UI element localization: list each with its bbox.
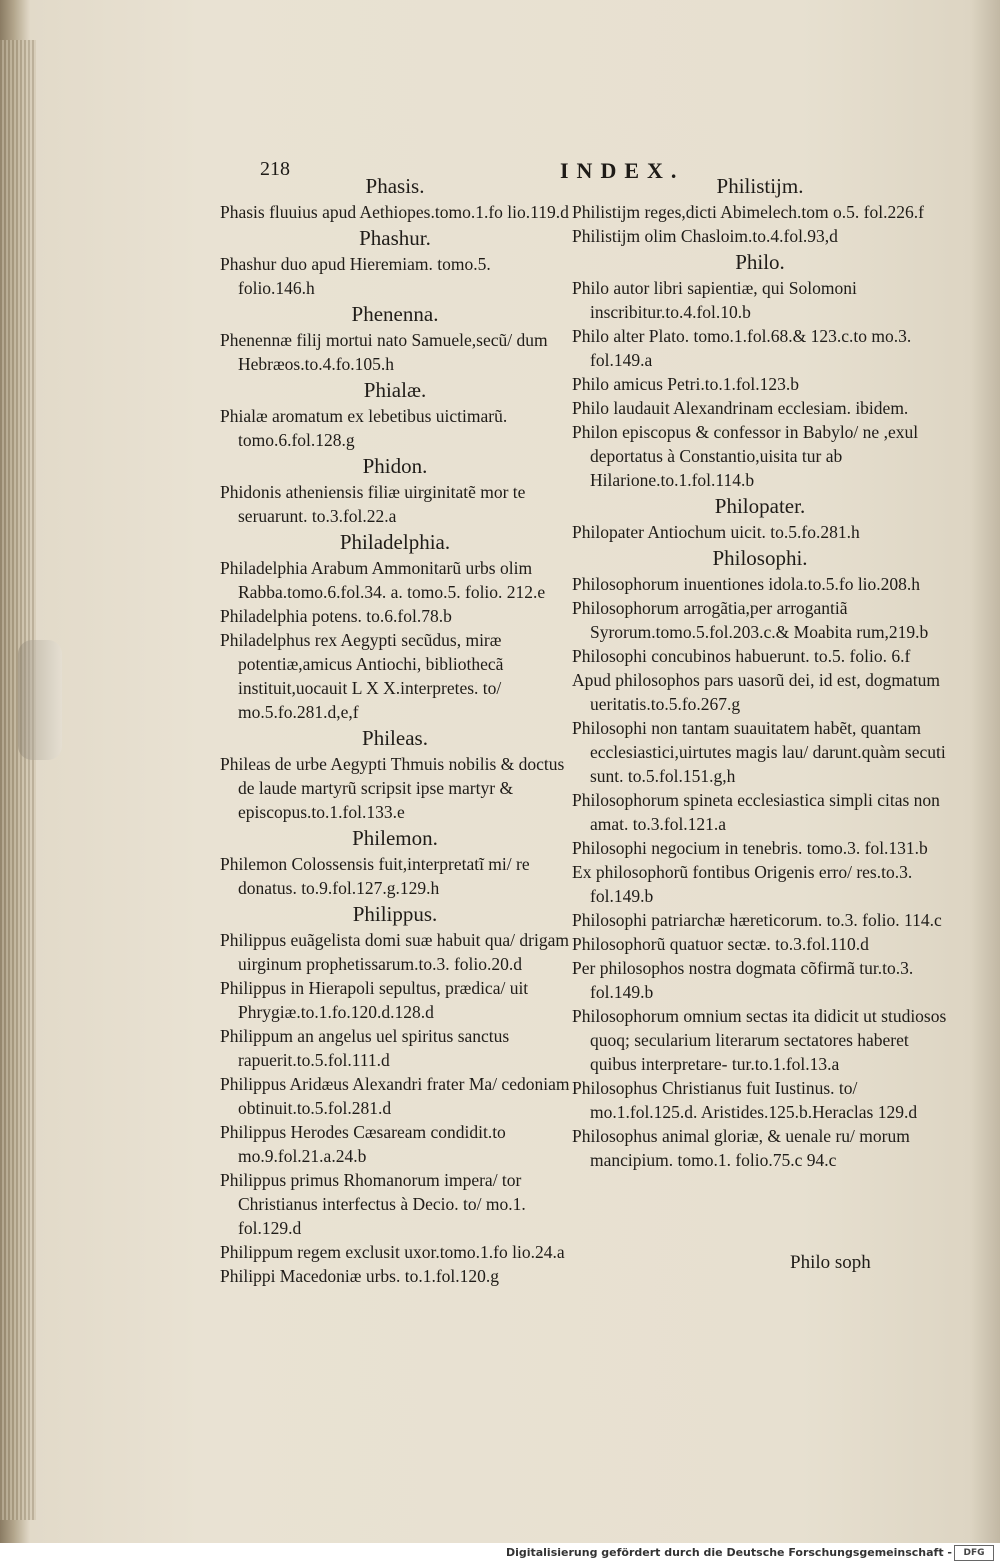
index-entry: Apud philosophos pars uasorũ dei, id est, dogmatum ueritatis.to.5.fo.267.g: [572, 670, 940, 714]
index-entry: Philippus Aridæus Alexandri frater Ma/ cedoniam obtinuit.to.5.fol.281.d: [220, 1074, 570, 1118]
index-entry: Philadelphia potens. to.6.fol.78.b: [220, 606, 452, 626]
index-heading: Phashur.: [359, 226, 431, 250]
index-entry: Philistijm reges,dicti Abimelech.tom o.5. fol.226.f: [572, 202, 924, 222]
index-entry: Phashur duo apud Hieremiam. tomo.5. folio.146.h: [220, 254, 491, 298]
index-entry: Philemon Colossensis fuit,interpretatĩ mi/ re donatus. to.9.fol.127.g.129.h: [220, 854, 530, 898]
index-entry: Philosophorum inuentiones idola.to.5.fo lio.208.h: [572, 574, 921, 594]
index-entry: Philippum an angelus uel spiritus sanctus rapuerit.to.5.fol.111.d: [220, 1026, 510, 1070]
index-entry: Philosophi negocium in tenebris. tomo.3. fol.131.b: [572, 838, 928, 858]
index-entry: Phenennæ filij mortui nato Samuele,secũ/ dum Hebræos.to.4.fo.105.h: [220, 330, 548, 374]
index-heading: Phileas.: [362, 726, 428, 750]
left-column: [220, 172, 570, 1288]
index-entry: Philosophorũ quatuor sectæ. to.3.fol.110.d: [572, 934, 869, 954]
footer-credit: Digitalisierung gefördert durch die Deutsche Forschungsgemeinschaft -: [505, 1546, 952, 1559]
index-entry: Philippus in Hierapoli sepultus, prædica/ uit Phrygiæ.to.1.fo.120.d.128.d: [220, 978, 529, 1022]
index-entry: Philo autor libri sapientiæ, qui Solomoni inscribitur.to.4.fol.10.b: [572, 278, 857, 322]
index-entry: Phidonis atheniensis filiæ uirginitatẽ mor te seruarunt. to.3.fol.22.a: [220, 482, 526, 526]
index-heading: Philopater.: [714, 494, 806, 518]
index-heading: Phialæ.: [363, 378, 427, 402]
index-heading: Philippus.: [352, 902, 438, 926]
running-head: INDEX.: [560, 158, 685, 183]
index-entry: Per philosophos nostra dogmata cõfirmã tur.to.3. fol.149.b: [572, 958, 914, 1002]
index-entry: Philippus Herodes Cæsaream condidit.to mo.9.fol.21.a.24.b: [220, 1122, 506, 1166]
index-entry: Philopater Antiochum uicit. to.5.fo.281.h: [572, 522, 860, 542]
index-heading: Phenenna.: [351, 302, 439, 326]
index-entry: Philo laudauit Alexandrinam ecclesiam. ibidem.: [572, 398, 909, 418]
index-entry: Philon episcopus & confessor in Babylo/ ne ,exul deportatus à Constantio,uisita tur ab Hilarione.to.1.fol.114.b: [572, 422, 919, 490]
index-entry: Philosophorum omnium sectas ita didicit ut studiosos quoq; secularium literarum sectatores haberet quibus interpretare- tur.to.1.fol.13.a: [572, 1006, 947, 1074]
index-heading: Philo.: [735, 250, 785, 274]
folio-number: 218: [260, 158, 290, 180]
index-entry: Philippi Macedoniæ urbs. to.1.fol.120.g: [220, 1266, 500, 1286]
index-entry: Philadelphus rex Aegypti secũdus, miræ potentiæ,amicus Antiochi, bibliothecã instituit,uocauit L X X.interpretes. to/ mo.5.fo.281.d,e,f: [220, 630, 504, 722]
index-heading: Phidon.: [362, 454, 428, 478]
index-entry: Philosophus animal gloriæ, & uenale ru/ morum mancipium. tomo.1. folio.75.c 94.c: [572, 1126, 910, 1170]
index-entry: Philosophi concubinos habuerunt. to.5. folio. 6.f: [572, 646, 911, 666]
index-heading: Philemon.: [352, 826, 438, 850]
index-heading: Philadelphia.: [339, 530, 451, 554]
index-heading: Phasis.: [365, 174, 425, 198]
index-entry: Philosophi patriarchæ hæreticorum. to.3. folio. 114.c: [572, 910, 942, 930]
index-entry: Philadelphia Arabum Ammonitarũ urbs olim Rabba.tomo.6.fol.34. a. tomo.5. folio. 212.e: [220, 558, 546, 602]
index-entry: Ex philosophorũ fontibus Origenis erro/ res.to.3. fol.149.b: [572, 862, 913, 906]
index-entry: Philippus primus Rhomanorum impera/ tor Christianus interfectus à Decio. to/ mo.1. fol.129.d: [220, 1170, 526, 1238]
index-entry: Phileas de urbe Aegypti Thmuis nobilis & doctus de laude martyrũ scripsit ipse martyr & episcopus.to.1.fol.133.e: [220, 754, 565, 822]
index-entry: Philippum regem exclusit uxor.tomo.1.fo lio.24.a: [220, 1242, 565, 1262]
index-entry: Philosophi non tantam suauitatem habẽt, quantam ecclesiastici,uirtutes magis lau/ darunt.quàm secuti sunt. to.5.fol.151.g,h: [572, 718, 946, 786]
index-entry: Philo amicus Petri.to.1.fol.123.b: [572, 374, 800, 394]
index-entry: Phasis fluuius apud Aethiopes.tomo.1.fo lio.119.d: [220, 202, 569, 222]
catchword: Philo soph: [790, 1252, 871, 1273]
index-entry: Philosophus Christianus fuit Iustinus. to/ mo.1.fol.125.d. Aristides.125.b.Heraclas 129.d: [572, 1078, 918, 1122]
index-entry: Philosophorum spineta ecclesiastica simpli citas non amat. to.3.fol.121.a: [572, 790, 940, 834]
index-entry: Philistijm olim Chasloim.to.4.fol.93,d: [572, 226, 838, 246]
index-entry: Philippus euãgelista domi suæ habuit qua/ drigam uirginum prophetissarum.to.3. folio.20.d: [220, 930, 569, 974]
page-edges: [0, 40, 36, 1520]
dfg-logo: DFG: [954, 1545, 994, 1561]
index-entry: Phialæ aromatum ex lebetibus uictimarũ. tomo.6.fol.128.g: [220, 406, 508, 450]
index-heading: Philistijm.: [716, 174, 804, 198]
index-heading: Philosophi.: [712, 546, 808, 570]
right-column: [572, 172, 948, 1172]
index-entry: Philosophorum arrogãtia,per arrogantiã Syrorum.tomo.5.fol.203.c.& Moabita rum,219.b: [572, 598, 929, 642]
index-entry: Philo alter Plato. tomo.1.fol.68.& 123.c.to mo.3. fol.149.a: [572, 326, 912, 370]
